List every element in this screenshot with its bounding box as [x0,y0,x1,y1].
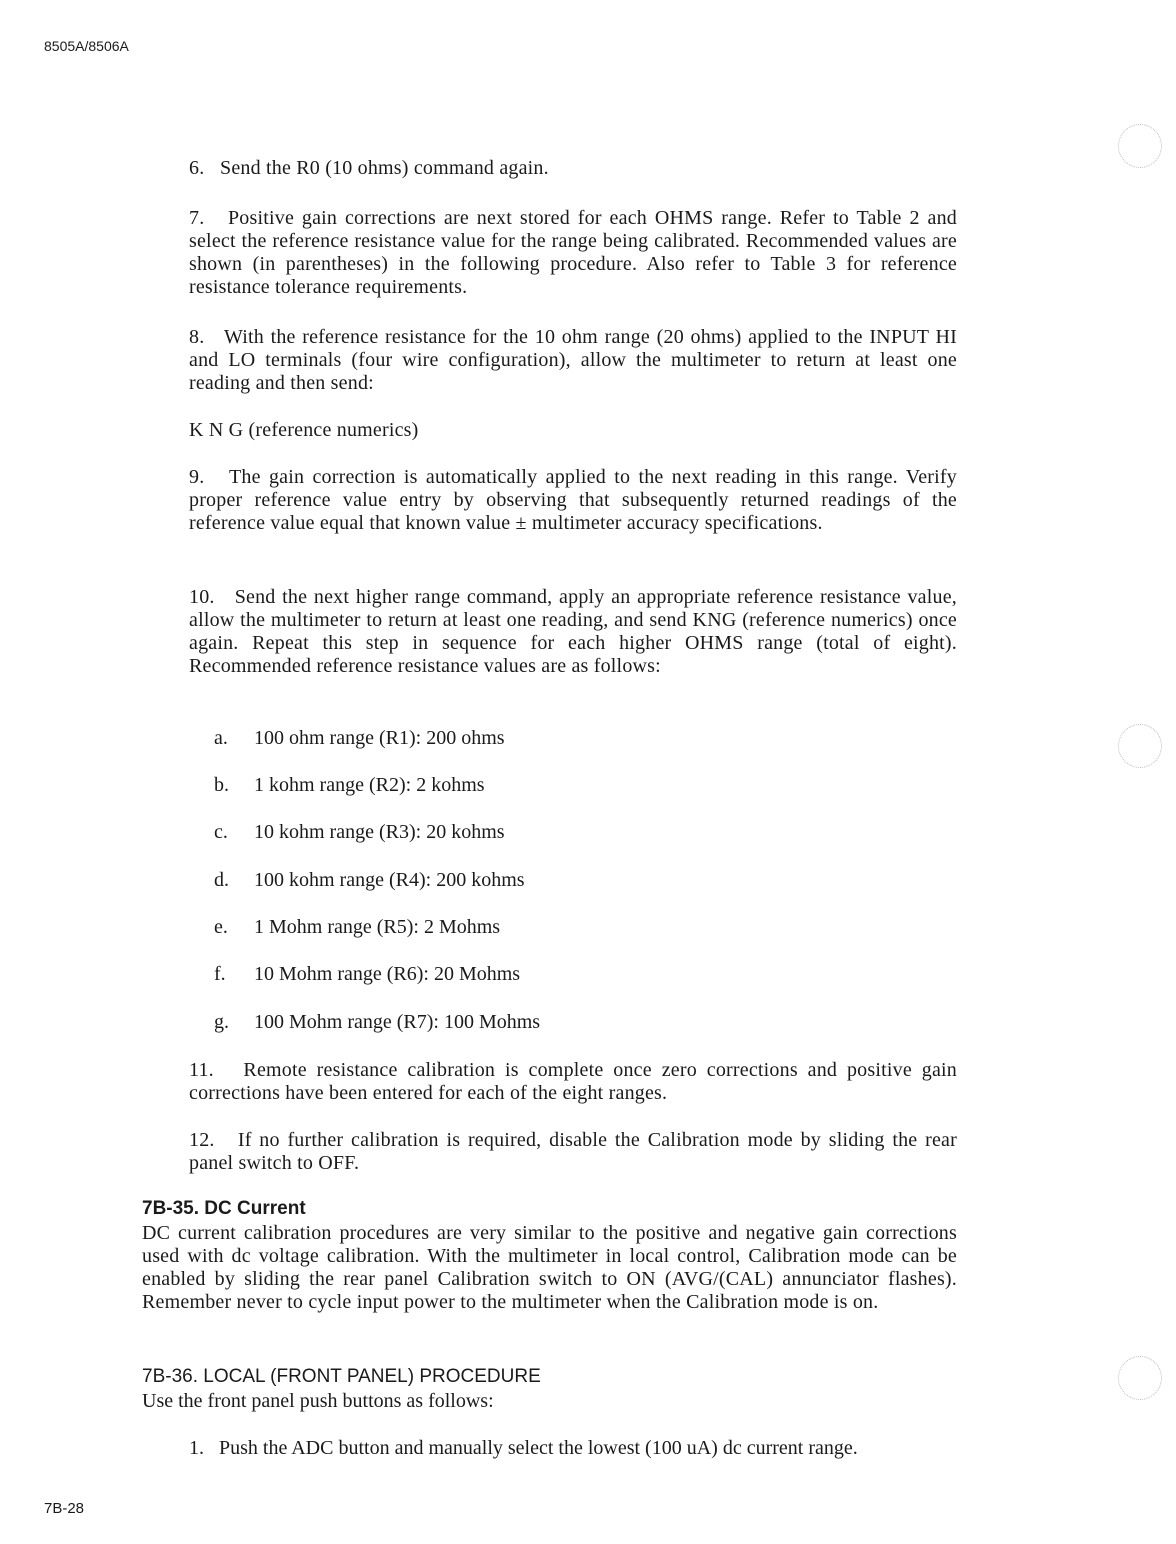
range-item: e. 1 Mohm range (R5): 2 Mohms [214,916,501,938]
section-body-dc-current: DC current calibration procedures are very similar to the positive and negative gain corrections used with dc voltage calibration. With the multimeter in local control, Calibration mode can be enabled by sliding the rear panel Calibration switch to ON (AVG/(CAL) annunciator flashes). Remember never to cycle input power to the multimeter when the Calibration mode is on. [142,1222,957,1313]
section-heading-local-procedure: 7B-36. LOCAL (FRONT PANEL) PROCEDURE [142,1366,541,1387]
command-kng: K N G (reference numerics) [189,419,419,441]
section-heading-dc-current: 7B-35. DC Current [142,1198,306,1219]
step-6: 6. Send the R0 (10 ohms) command again. [189,157,549,179]
range-item: a. 100 ohm range (R1): 200 ohms [214,727,505,749]
step-10: 10. Send the next higher range command, apply an appropriate reference resistance value, allow the multimeter to return at least one reading, and send KNG (reference numerics) once again. Repeat this step in sequence for each higher OHMS range (total of eight). Recommended reference resistance values are as follows: [189,586,957,677]
page-number: 7B-28 [44,1500,85,1517]
step-11: 11. Remote resistance calibration is complete once zero corrections and positive gain corrections have been entered for each of the eight ranges. [189,1059,957,1104]
punch-hole [1118,724,1162,768]
document-id: 8505A/8506A [44,38,129,54]
section-body-local-procedure: Use the front panel push buttons as follows: [142,1390,494,1412]
step-8: 8. With the reference resistance for the 10 ohm range (20 ohms) applied to the INPUT HI and LO terminals (four wire configuration), allow the multimeter to return at least one reading and then send: [189,326,957,394]
range-item: c. 10 kohm range (R3): 20 kohms [214,821,505,843]
range-item: g. 100 Mohm range (R7): 100 Mohms [214,1011,541,1033]
range-item: f. 10 Mohm range (R6): 20 Mohms [214,963,521,985]
punch-hole [1118,124,1162,168]
step-7: 7. Positive gain corrections are next stored for each OHMS range. Refer to Table 2 and select the reference resistance value for the range being calibrated. Recommended values are shown (in parentheses) in the following procedure. Also refer to Table 3 for reference resistance tolerance requirements. [189,207,957,298]
local-step-1: 1. Push the ADC button and manually select the lowest (100 uA) dc current range. [189,1437,858,1459]
range-item: b. 1 kohm range (R2): 2 kohms [214,774,485,796]
step-9: 9. The gain correction is automatically applied to the next reading in this range. Verify proper reference value entry by observing that subsequently returned readings of the reference value equal that known value ± multimeter accuracy specifications. [189,466,957,534]
punch-hole [1118,1356,1162,1400]
range-item: d. 100 kohm range (R4): 200 kohms [214,869,525,891]
step-12: 12. If no further calibration is required, disable the Calibration mode by sliding the rear panel switch to OFF. [189,1129,957,1174]
